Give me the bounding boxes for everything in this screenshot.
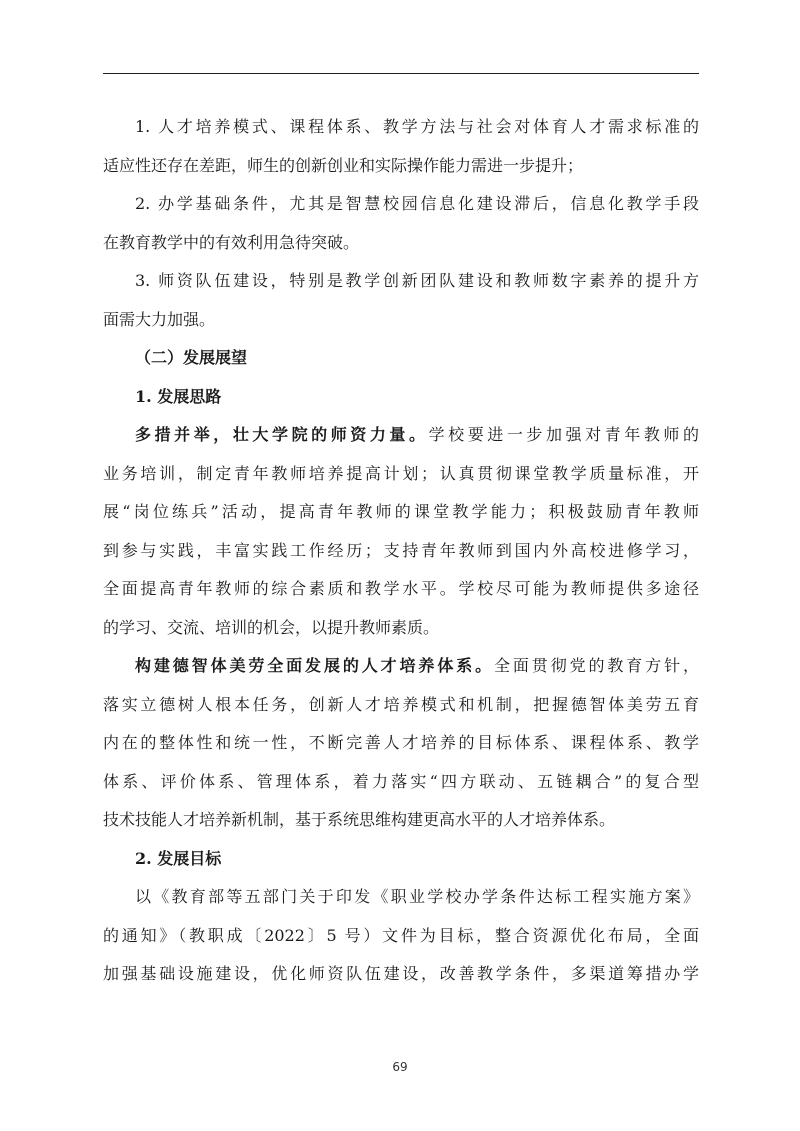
paragraph-goals [103, 878, 699, 994]
paragraph-talent-system [103, 647, 699, 840]
text-line: 适应性还存在差距，师生的创新创业和实际操作能力需进一步提升； [103, 155, 584, 175]
lead-rest: 学校要进一步加强对青年教师的 [428, 425, 699, 444]
header-rule [103, 73, 699, 74]
paragraph-issue-2 [103, 185, 699, 262]
paragraph-issue-1 [103, 108, 699, 185]
heading-text: 2. 发展目标 [135, 848, 222, 868]
section-heading [103, 339, 699, 378]
text-line: 3. 师资队伍建设，特别是教学创新团队建设和教师数字素养的提升方 [135, 271, 699, 290]
subsection-heading-goals [103, 840, 699, 879]
text-line: 体系、评价体系、管理体系，着力落实“四方联动、五链耦合”的复合型 [103, 771, 699, 791]
text-line: 落实立德树人根本任务，创新人才培养模式和机制，把握德智体美劳五育 [103, 694, 699, 714]
lead-rest: 全面贯彻党的教育方针， [494, 656, 699, 675]
text-line: 的学习、交流、培训的机会，以提升教师素质。 [103, 617, 440, 637]
page-number: 69 [392, 1060, 408, 1074]
text-line: 的通知》（教职成〔2022〕5 号）文件为目标，整合资源优化布局，全面 [103, 925, 699, 945]
text-line: 展“岗位练兵”活动，提高青年教师的课堂教学能力；积极鼓励青年教师 [103, 502, 699, 521]
text-line: 内在的整体性和统一性，不断完善人才培养的目标体系、课程体系、教学 [103, 733, 699, 752]
text-line: 在教育教学中的有效利用急待突破。 [103, 232, 360, 252]
text-line: 全面提高青年教师的综合素质和教学水平。学校尽可能为教师提供多途径 [103, 579, 699, 598]
paragraph-issue-3 [103, 262, 699, 339]
paragraph-teachers [103, 416, 699, 647]
subsection-heading-ideas [103, 378, 699, 417]
text-line: 面需大力加强。 [103, 309, 216, 329]
text-line: 业务培训，制定青年教师培养提高计划；认真贯彻课堂教学质量标准，开 [103, 463, 699, 483]
heading-text: （二）发展展望 [135, 348, 248, 367]
text-line: 以《教育部等五部门关于印发《职业学校办学条件达标工程实施方案》 [135, 887, 699, 906]
text-line: 加强基础设施建设，优化师资队伍建设，改善教学条件，多渠道筹措办学 [103, 964, 699, 983]
bold-lead: 构建德智体美劳全面发展的人才培养体系。 [135, 656, 495, 675]
text-line: 到参与实践，丰富实践工作经历；支持青年教师到国内外高校进修学习， [103, 540, 699, 560]
text-line: 1. 人才培养模式、课程体系、教学方法与社会对体育人才需求标准的 [135, 117, 699, 136]
text-line [103, 416, 699, 455]
text-line: 2. 办学基础条件，尤其是智慧校园信息化建设滞后，信息化教学手段 [135, 194, 699, 213]
bold-lead: 多措并举，壮大学院的师资力量。 [135, 425, 429, 444]
heading-text: 1. 发展思路 [135, 386, 222, 406]
text-line [103, 647, 699, 686]
text-line: 技术技能人才培养新机制，基于系统思维构建更高水平的人才培养体系。 [103, 810, 616, 829]
page-body [103, 108, 699, 994]
